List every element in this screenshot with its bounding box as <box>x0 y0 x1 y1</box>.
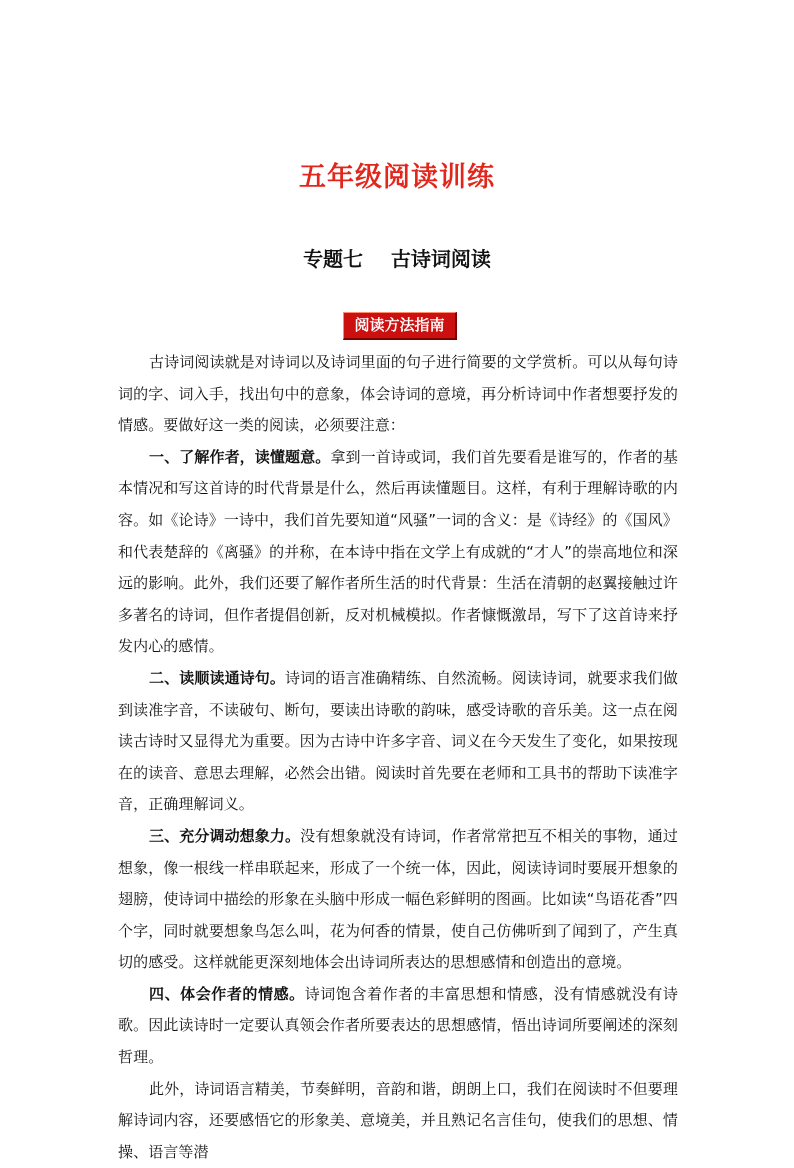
intro-paragraph-text: 古诗词阅读就是对诗词以及诗词里面的句子进行简要的文学赏析。可以从每句诗词的字、词入手，找出句中的意象，体会诗词的意境，再分析诗词中作者想要抒发的情感。要做好这一类的阅读，必须要注意： <box>118 353 678 435</box>
tip-1-paragraph <box>118 442 678 663</box>
section-badge: 阅读方法指南 <box>343 312 457 340</box>
closing-paragraph <box>118 1074 678 1168</box>
tip-4-paragraph <box>118 979 678 1074</box>
tip-4-lead: 四、体会作者的情感。 <box>149 984 305 1003</box>
chapter-subtitle: 专题七 古诗词阅读 <box>303 246 491 271</box>
tip-3-text: 没有想象就没有诗词，作者常常把互不相关的事物，通过想象，像一根线一样串联起来，形成了一个统一体，因此，阅读诗词时要展开想象的翅膀，使诗词中描绘的形象在头脑中形成一幅色彩鲜明的图画。比如读“鸟语花香”四个字，同时就要想象鸟怎么叫，花为何香的情景，使自己仿佛听到了闻到了，产生真切的感受。这样就能更深刻地体会出诗词所表达的思想感情和创造出的意境。 <box>118 826 678 972</box>
tip-4-text: 诗词饱含着作者的丰富思想和情感，没有情感就没有诗歌。因此读诗时一定要认真领会作者所要表达的思想感情，悟出诗词所要阐述的深刻哲理。 <box>118 984 678 1067</box>
tip-2-text: 诗词的语言准确精练、自然流畅。阅读诗词，就要求我们做到读准字音，不读破句、断句，要读出诗歌的韵味，感受诗歌的音乐美。这一点在阅读古诗时又显得尤为重要。因为古诗中许多字音、词义在今天发生了变化，如果按现在的读音、意思去理解，必然会出错。阅读时首先要在老师和工具书的帮助下读准字音，正确理解词义。 <box>118 668 678 814</box>
closing-paragraph-text: 此外，诗词语言精美，节奏鲜明，音韵和谐，朗朗上口，我们在阅读时不但要理解诗词内容，还要感悟它的形象美、意境美，并且熟记名言佳句，使我们的思想、情操、语言等潜 <box>118 1079 678 1161</box>
tip-3-paragraph <box>118 821 678 979</box>
tip-2-paragraph <box>118 663 678 821</box>
intro-paragraph <box>118 347 678 442</box>
tip-1-text: 拿到一首诗或词，我们首先要看是谁写的，作者的基本情况和写这首诗的时代背景是什么，然后再读懂题目。这样，有利于理解诗歌的内容。如《论诗》一诗中，我们首先要知道“风骚”一词的含义：是《诗经》的《国风》和代表楚辞的《离骚》的并称，在本诗中指在文学上有成就的“才人”的崇高地位和深远的影响。此外，我们还要了解作者所生活的时代背景：生活在清朝的赵翼接触过许多著名的诗词，但作者提倡创新，反对机械模拟。作者慷慨激昂，写下了这首诗来抒发内心的感情。 <box>118 447 678 656</box>
tip-1-lead: 一、了解作者，读懂题意。 <box>149 447 331 466</box>
article-body <box>118 347 678 1168</box>
tip-2-lead: 二、读顺读通诗句。 <box>149 668 286 687</box>
page-title: 五年级阅读训练 <box>299 162 495 194</box>
tip-3-lead: 三、充分调动想象力。 <box>149 826 301 845</box>
